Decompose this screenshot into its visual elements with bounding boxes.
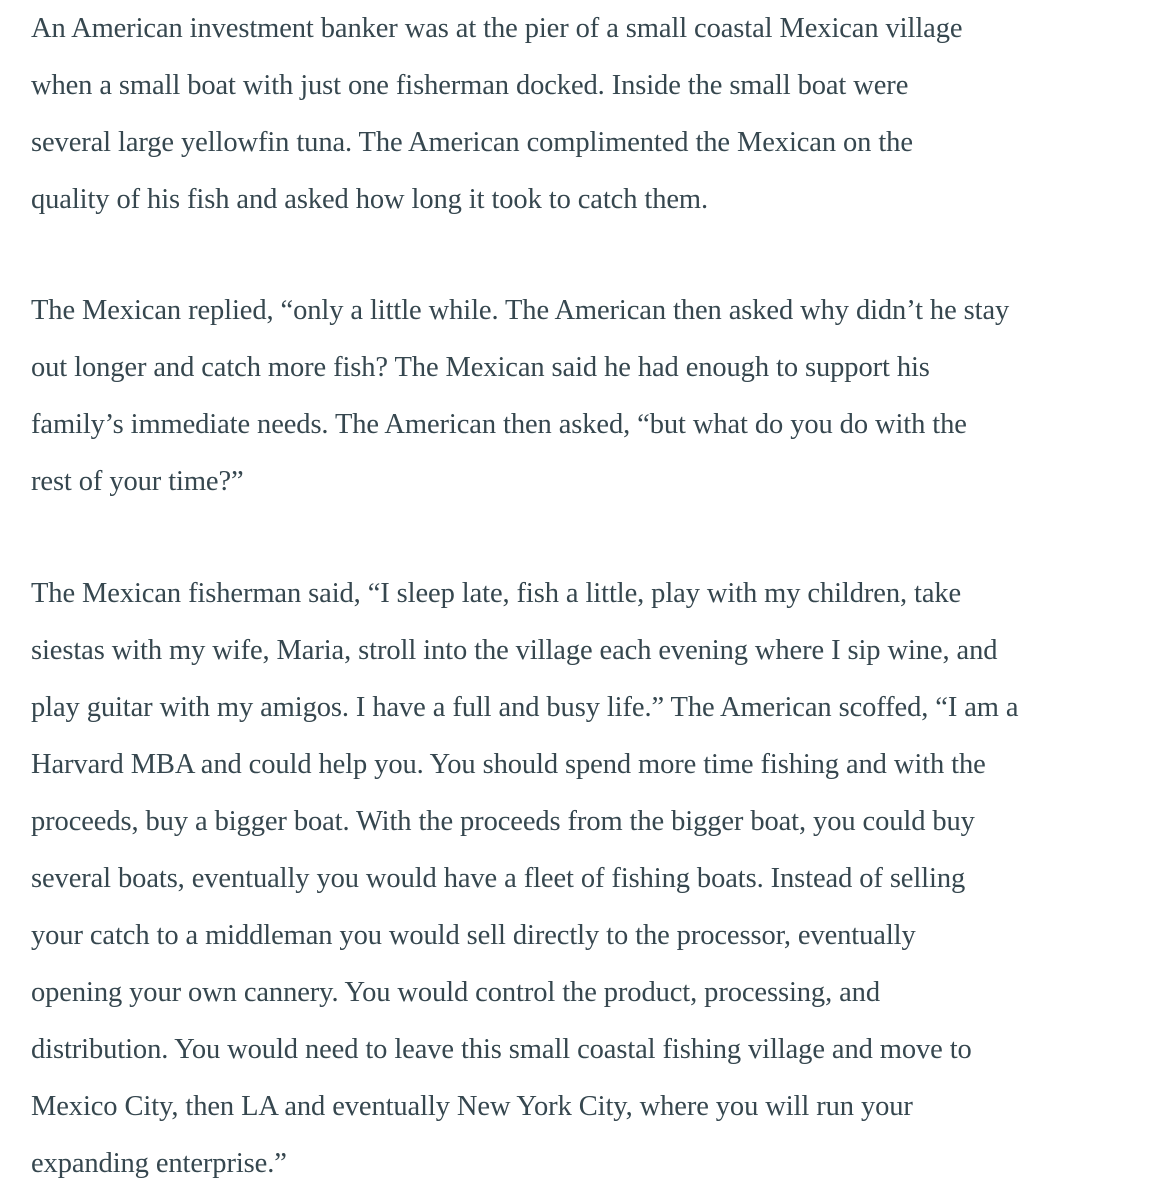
text-line: Harvard MBA and could help you. You should spend more time fishing and with the [31,749,986,780]
paragraph-1 [31,0,1141,228]
text-line: An American investment banker was at the pier of a small coastal Mexican village [31,13,963,44]
paragraph-2 [31,282,1009,510]
text-line: several large yellowfin tuna. The American complimented the Mexican on the [31,127,913,158]
text-line: play guitar with my amigos. I have a full and busy life.” The American scoffed, “I am a [31,692,1019,723]
text-line: opening your own cannery. You would control the product, processing, and [31,977,880,1008]
text-line: family’s immediate needs. The American then asked, “but what do you do with the [31,409,967,440]
paragraph-3 [31,565,1018,1192]
text-line: distribution. You would need to leave this small coastal fishing village and move to [31,1034,972,1065]
text-line: The Mexican fisherman said, “I sleep late, fish a little, play with my children, take [31,578,962,609]
article-body [31,0,1141,1179]
text-line: out longer and catch more fish? The Mexican said he had enough to support his [31,352,930,383]
text-line: proceeds, buy a bigger boat. With the proceeds from the bigger boat, you could buy [31,806,975,837]
text-line: when a small boat with just one fisherman docked. Inside the small boat were [31,70,909,101]
text-line: expanding enterprise.” [31,1148,287,1179]
text-line: rest of your time?” [31,466,244,497]
text-line: siestas with my wife, Maria, stroll into the village each evening where I sip wine, and [31,635,998,666]
text-line: Mexico City, then LA and eventually New York City, where you will run your [31,1091,913,1122]
text-line: The Mexican replied, “only a little while. The American then asked why didn’t he stay [31,295,1010,326]
text-line: your catch to a middleman you would sell directly to the processor, eventually [31,920,916,951]
text-line: several boats, eventually you would have a fleet of fishing boats. Instead of selling [31,863,966,894]
text-line: quality of his fish and asked how long it took to catch them. [31,184,708,215]
